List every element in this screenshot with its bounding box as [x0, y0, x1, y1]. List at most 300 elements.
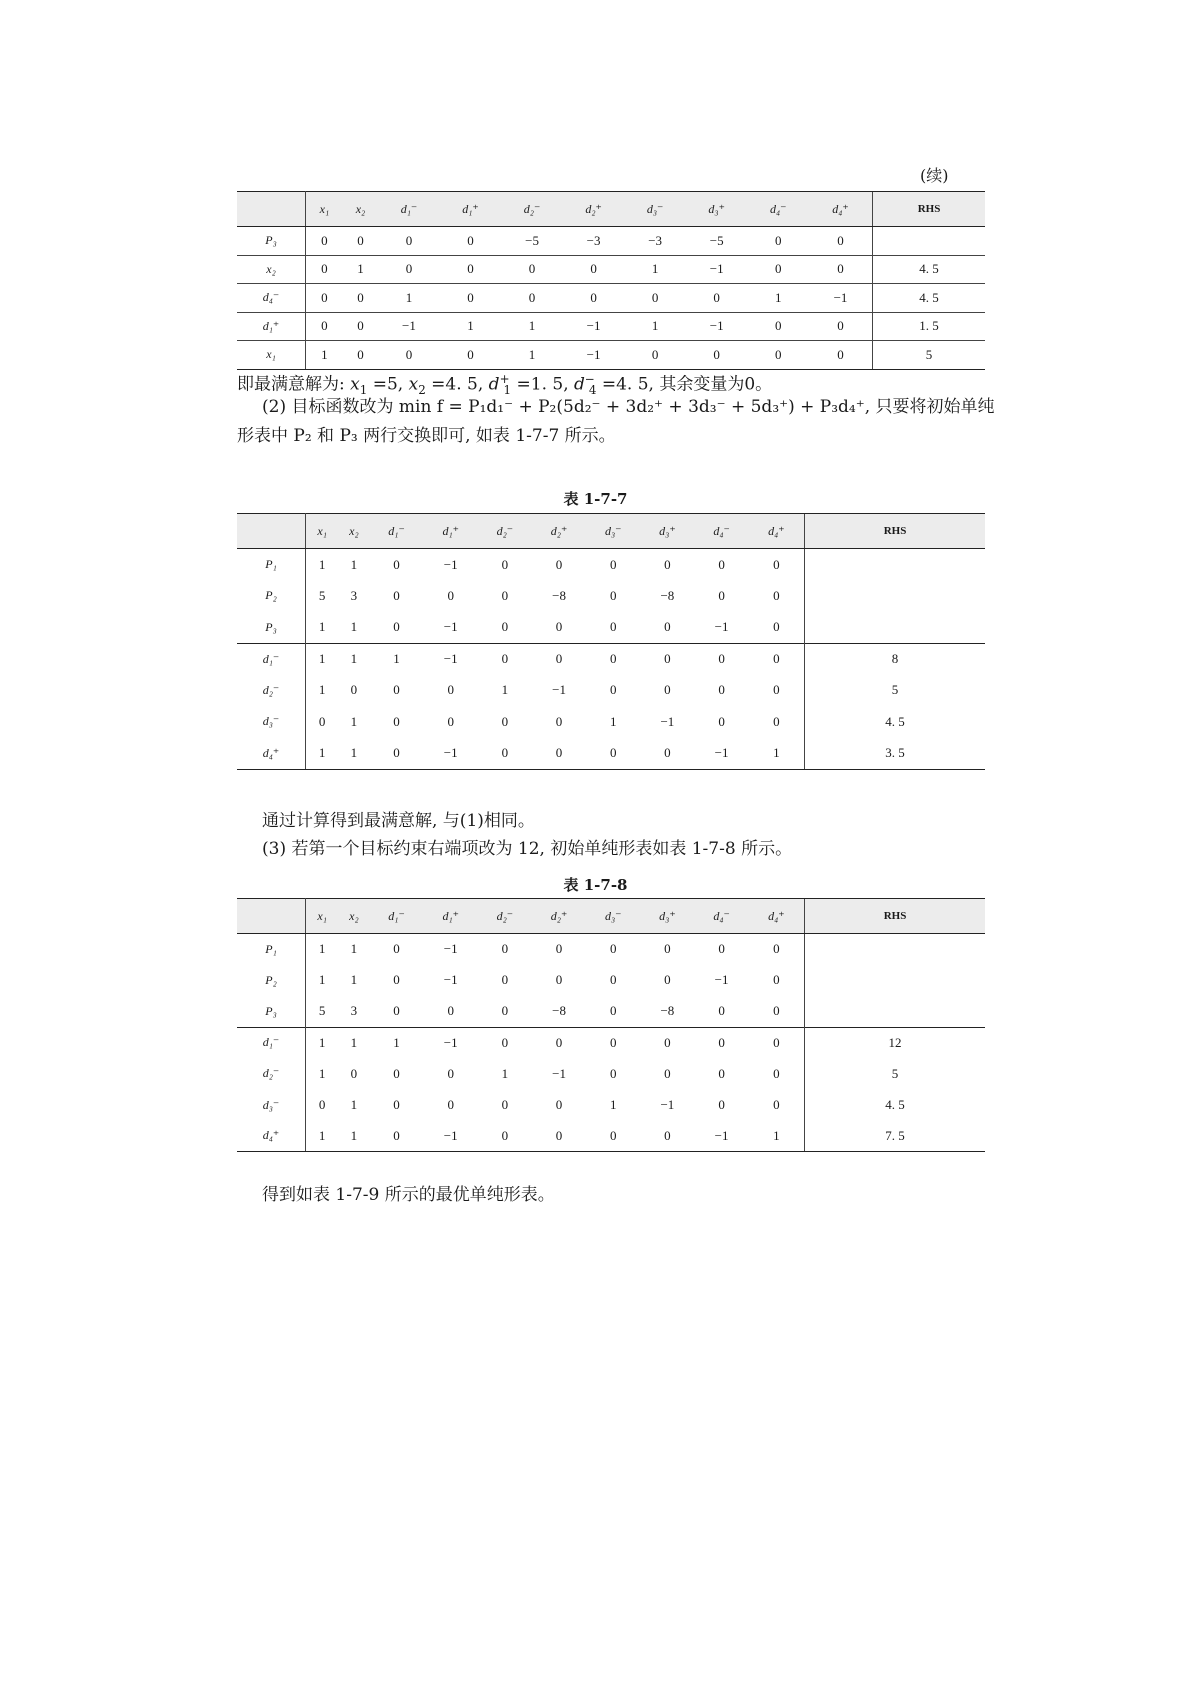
table-cell: 1 — [501, 312, 563, 341]
header-rhs: RHS — [805, 899, 986, 934]
table-cell: 0 — [773, 1097, 780, 1113]
table-cell: 0 — [393, 941, 400, 957]
table-cell: 0 — [563, 284, 625, 313]
table-cell: 1 — [747, 284, 809, 313]
table-cell: 0 — [749, 643, 805, 675]
table-cell: −1 — [424, 738, 478, 770]
table-cell: 0 — [393, 682, 400, 698]
header-var: d₄⁻ — [694, 899, 748, 934]
table-row — [237, 706, 985, 738]
table-cell: 1 — [369, 643, 423, 675]
table-cell: 1 — [440, 312, 502, 341]
header-row — [237, 514, 985, 549]
header-var: x₂ — [338, 899, 369, 934]
table-cell: 0 — [773, 587, 780, 603]
table-cell: 0 — [718, 941, 725, 957]
row-label: P₂ — [237, 580, 306, 612]
table-cell: 0 — [501, 556, 509, 572]
table-cell: 0 — [343, 227, 378, 256]
var-x2: x — [408, 374, 419, 395]
rhs-cell: 4. 5 — [805, 706, 986, 738]
header-var: d₁⁻ — [369, 899, 423, 934]
header-var: x₁ — [306, 514, 339, 549]
rhs-cell: 8 — [805, 643, 986, 675]
row-label: d₃⁻ — [237, 706, 306, 738]
table-cell: 0 — [378, 341, 440, 370]
table-cell: 0 — [586, 643, 640, 675]
table-row — [237, 284, 985, 313]
table-cell: 0 — [809, 312, 873, 341]
table-cell: −1 — [552, 682, 566, 698]
header-var: x₁ — [306, 899, 339, 934]
row-label: d₂⁻ — [237, 1058, 306, 1089]
rhs-cell: 5 — [805, 1058, 986, 1089]
paragraph-objective-line2: 形表中 P₂ 和 P₃ 两行交换即可, 如表 1-7-7 所示。 — [237, 426, 616, 446]
paragraph-rhs-change: (3) 若第一个目标约束右端项改为 12, 初始单纯形表如表 1-7-8 所示。 — [262, 839, 793, 859]
row-label: d₁⁻ — [237, 1027, 306, 1058]
table-cell: 0 — [343, 341, 378, 370]
table-cell: 0 — [686, 341, 748, 370]
table-cell: 0 — [694, 1027, 748, 1058]
table-cell: 0 — [718, 587, 725, 603]
table-cell: 1 — [318, 682, 326, 698]
table-cell: 0 — [306, 284, 343, 313]
table-cell: −1 — [660, 1097, 675, 1113]
header-var: d₃⁺ — [640, 514, 694, 549]
table-cell: 0 — [718, 1065, 725, 1081]
simplex-table-1-7-8 — [237, 898, 985, 1152]
table-cell: 0 — [773, 682, 780, 698]
rhs-cell: 12 — [805, 1027, 986, 1058]
row-label: d₄⁺ — [237, 738, 306, 770]
table-cell: −1 — [563, 341, 625, 370]
table-cell: 0 — [532, 643, 586, 675]
table-cell: 1 — [624, 255, 686, 284]
rhs-cell — [805, 580, 986, 612]
table-cell: 0 — [447, 587, 454, 603]
table-cell: 0 — [640, 1027, 694, 1058]
table-cell: 0 — [501, 1097, 509, 1113]
table-cell: 0 — [393, 1065, 400, 1081]
rhs-cell — [873, 227, 986, 256]
table-cell: −8 — [660, 587, 675, 603]
table-cell: 1 — [501, 682, 509, 698]
table-cell: −1 — [424, 1027, 478, 1058]
table-cell: 1 — [338, 643, 369, 675]
row-label: P₃ — [237, 227, 306, 256]
rhs-cell: 3. 5 — [805, 738, 986, 770]
table-cell: 0 — [532, 738, 586, 770]
table-cell: 0 — [609, 972, 617, 988]
header-row — [237, 899, 985, 934]
header-var: d₁⁺ — [440, 192, 502, 227]
table-cell: 1 — [749, 1121, 805, 1152]
table-cell: 0 — [640, 738, 694, 770]
table-cell: 0 — [378, 227, 440, 256]
paragraph-solution: 即最满意解为: $x_1 =5$, $x_2 =4$. 5, $d^+_1 =1$. 5, $d^-_4 =4$. 5, 其余变量为0。 — [237, 372, 773, 398]
rhs-cell — [805, 934, 986, 965]
table-cell: −8 — [660, 1003, 675, 1019]
table-cell: 1 — [609, 1097, 617, 1113]
table-cell: 1 — [501, 1065, 509, 1081]
table-cell: 1 — [501, 341, 563, 370]
header-var: d₃⁺ — [686, 192, 748, 227]
table-cell: 1 — [306, 1121, 339, 1152]
header-var: x₁ — [306, 192, 343, 227]
table-cell: −1 — [563, 312, 625, 341]
table-cell: 0 — [664, 972, 671, 988]
table-cell: 0 — [501, 587, 509, 603]
table-row — [237, 255, 985, 284]
table-cell: 1 — [609, 713, 617, 729]
table-cell: 0 — [343, 284, 378, 313]
header-var: d₂⁻ — [478, 899, 532, 934]
rhs-cell: 4. 5 — [873, 255, 986, 284]
table-cell: 0 — [501, 1003, 509, 1019]
header-var: d₃⁻ — [586, 899, 640, 934]
table-row — [237, 1027, 985, 1058]
rhs-cell — [805, 549, 986, 581]
rhs-cell: 1. 5 — [873, 312, 986, 341]
table-cell: 0 — [369, 738, 423, 770]
table-cell: 0 — [773, 713, 780, 729]
table-cell: 0 — [501, 941, 509, 957]
header-var: d₃⁺ — [640, 899, 694, 934]
table-cell: 0 — [640, 643, 694, 675]
table-cell: 0 — [749, 1027, 805, 1058]
rhs-cell: 7. 5 — [805, 1121, 986, 1152]
header-var: d₂⁺ — [563, 192, 625, 227]
table-cell: 0 — [501, 972, 509, 988]
table-cell: 0 — [609, 941, 617, 957]
table-cell: −3 — [563, 227, 625, 256]
header-var: x₂ — [338, 514, 369, 549]
table-row — [237, 1121, 985, 1152]
table-cell: 0 — [350, 682, 358, 698]
table-cell: 0 — [586, 1027, 640, 1058]
row-label: x₁ — [237, 341, 306, 370]
header-var: d₂⁺ — [532, 514, 586, 549]
table-cell: 0 — [809, 341, 873, 370]
rhs-cell — [805, 996, 986, 1027]
table-cell: 1 — [749, 738, 805, 770]
table-cell: 0 — [718, 713, 725, 729]
table-cell: 0 — [586, 1121, 640, 1152]
header-var: x₂ — [343, 192, 378, 227]
table-cell: 1 — [306, 341, 343, 370]
header-row — [237, 192, 985, 227]
row-label: d₃⁻ — [237, 1089, 306, 1120]
table-cell: 0 — [563, 255, 625, 284]
table-cell: 0 — [501, 713, 509, 729]
table-cell: 0 — [501, 255, 563, 284]
header-var: d₃⁻ — [624, 192, 686, 227]
table-cell: 0 — [501, 284, 563, 313]
table-cell: −1 — [443, 619, 458, 634]
table-cell: 0 — [318, 713, 326, 729]
table-cell: 0 — [694, 643, 748, 675]
table-cell: 0 — [747, 312, 809, 341]
header-var: d₄⁻ — [694, 514, 748, 549]
header-var: d₂⁺ — [532, 899, 586, 934]
table-cell: 1 — [350, 619, 358, 634]
table-cell: 0 — [555, 619, 563, 634]
table-cell: 1 — [318, 941, 326, 957]
table-cell: −1 — [694, 738, 748, 770]
table-cell: 0 — [747, 227, 809, 256]
table-cell: 0 — [664, 1065, 671, 1081]
table-caption-1-7-8: 表 1-7-8 — [563, 876, 628, 894]
table-cell: 1 — [306, 738, 339, 770]
table-cell: 1 — [306, 643, 339, 675]
table-cell: 0 — [664, 556, 671, 572]
var-d1-plus: d — [488, 374, 500, 395]
solution-intro: 即最满意解为: — [237, 374, 351, 395]
table-cell: −3 — [624, 227, 686, 256]
table-cell: 1 — [338, 1121, 369, 1152]
table-cell: −1 — [378, 312, 440, 341]
val-x1: =5, — [367, 374, 409, 395]
table-cell: 0 — [447, 682, 454, 698]
table-row — [237, 312, 985, 341]
table-cell: 0 — [718, 682, 725, 698]
table-cell: 0 — [609, 587, 617, 603]
table-cell: 0 — [609, 1065, 617, 1081]
table-cell: 1 — [378, 284, 440, 313]
table-cell: 0 — [609, 682, 617, 698]
table-row — [237, 675, 985, 707]
table-cell: 0 — [773, 972, 780, 988]
rhs-cell: 5 — [873, 341, 986, 370]
table-row — [237, 549, 985, 581]
row-label: P₂ — [237, 965, 306, 996]
table-cell: 5 — [318, 587, 326, 603]
header-var: d₄⁺ — [749, 899, 805, 934]
table-cell: 0 — [350, 1065, 358, 1081]
table-cell: 0 — [773, 1003, 780, 1019]
row-label: P₃ — [237, 996, 306, 1027]
table-cell: 0 — [393, 587, 400, 603]
header-var: d₁⁻ — [378, 192, 440, 227]
table-cell: 1 — [318, 1065, 326, 1081]
table-cell: −1 — [809, 284, 873, 313]
simplex-table-continued — [237, 191, 985, 370]
table-cell: 0 — [809, 227, 873, 256]
table-row — [237, 612, 985, 644]
table-cell: 0 — [369, 1121, 423, 1152]
table-cell: −1 — [552, 1065, 566, 1081]
paragraph-objective-line1: (2) 目标函数改为 min f = P₁d₁⁻ + P₂(5d₂⁻ + 3d₂⁺ + 3d₃⁻ + 5d₃⁺) + P₃d₄⁺, 只要将初始单纯 — [262, 397, 995, 417]
table-cell: 0 — [440, 227, 502, 256]
table-cell: −1 — [714, 972, 729, 988]
table-cell: 0 — [393, 972, 400, 988]
table-cell: 0 — [586, 738, 640, 770]
rhs-cell — [805, 612, 986, 644]
table-cell: −1 — [686, 312, 748, 341]
table-cell: 0 — [532, 1027, 586, 1058]
table-cell: −1 — [424, 1121, 478, 1152]
table-cell: 0 — [555, 941, 563, 957]
header-corner — [237, 514, 306, 549]
table-cell: 0 — [664, 682, 671, 698]
table-cell: 0 — [747, 255, 809, 284]
table-cell: −1 — [443, 972, 458, 988]
header-var: d₄⁺ — [809, 192, 873, 227]
table-cell: 0 — [773, 1065, 780, 1081]
table-cell: −1 — [443, 556, 458, 572]
table-cell: 1 — [350, 941, 358, 957]
rhs-cell: 5 — [805, 675, 986, 707]
table-cell: 1 — [350, 556, 358, 572]
table-cell: 1 — [343, 255, 378, 284]
table-cell: 0 — [501, 619, 509, 634]
table-cell: −1 — [686, 255, 748, 284]
rhs-cell — [805, 965, 986, 996]
table-row — [237, 1089, 985, 1120]
table-cell: 0 — [609, 556, 617, 572]
table-cell: 1 — [338, 738, 369, 770]
row-label: P₁ — [237, 549, 306, 581]
rhs-cell: 4. 5 — [873, 284, 986, 313]
table-cell: −5 — [686, 227, 748, 256]
table-cell: 0 — [664, 619, 671, 634]
table-cell: 0 — [440, 284, 502, 313]
table-cell: 0 — [555, 713, 563, 729]
table-cell: −1 — [424, 643, 478, 675]
table-row — [237, 965, 985, 996]
table-cell: 0 — [809, 255, 873, 284]
table-row — [237, 643, 985, 675]
table-cell: −1 — [714, 619, 729, 634]
table-cell: 0 — [773, 619, 780, 634]
row-label: d₄⁺ — [237, 1121, 306, 1152]
val-d4-minus: =4. 5, 其余变量为0。 — [596, 374, 773, 395]
val-d1-plus: =1. 5, — [511, 374, 575, 395]
header-var: d₁⁺ — [424, 899, 478, 934]
table-caption-1-7-7: 表 1-7-7 — [563, 490, 628, 508]
table-cell: 0 — [447, 1097, 454, 1113]
table-cell: 1 — [624, 312, 686, 341]
row-label: d₁⁺ — [237, 312, 306, 341]
table-cell: 0 — [718, 556, 725, 572]
table-cell: 0 — [393, 1003, 400, 1019]
rhs-cell: 4. 5 — [805, 1089, 986, 1120]
table-cell: 0 — [747, 341, 809, 370]
continued-label: (续) — [920, 166, 949, 185]
row-label: x₂ — [237, 255, 306, 284]
table-cell: 0 — [609, 619, 617, 634]
table-cell: 3 — [350, 587, 358, 603]
table-cell: 0 — [318, 1097, 326, 1113]
simplex-table-1-7-7 — [237, 513, 985, 770]
header-var: d₄⁺ — [749, 514, 805, 549]
table-cell: 0 — [478, 1027, 532, 1058]
table-cell: 0 — [478, 738, 532, 770]
table-cell: 0 — [440, 255, 502, 284]
table-cell: 0 — [447, 713, 454, 729]
table-cell: 1 — [306, 1027, 339, 1058]
header-corner — [237, 899, 306, 934]
header-var: d₄⁻ — [747, 192, 809, 227]
table-row — [237, 1058, 985, 1089]
header-rhs: RHS — [873, 192, 986, 227]
table-row — [237, 580, 985, 612]
table-cell: 5 — [318, 1003, 326, 1019]
table-cell: 1 — [350, 1097, 358, 1113]
table-cell: 1 — [338, 1027, 369, 1058]
table-cell: 0 — [555, 556, 563, 572]
table-cell: 0 — [478, 643, 532, 675]
table-cell: 1 — [350, 972, 358, 988]
val-x2: =4. 5, — [425, 374, 489, 395]
table-cell: 0 — [343, 312, 378, 341]
header-var: d₂⁻ — [501, 192, 563, 227]
table-cell: 3 — [350, 1003, 358, 1019]
table-cell: 0 — [306, 312, 343, 341]
table-cell: 1 — [318, 619, 326, 634]
table-cell: 0 — [773, 556, 780, 572]
table-cell: 0 — [478, 1121, 532, 1152]
table-cell: 0 — [686, 284, 748, 313]
paragraph-optimal: 得到如表 1-7-9 所示的最优单纯形表。 — [262, 1185, 555, 1205]
table-cell: 0 — [393, 713, 400, 729]
table-cell: 0 — [447, 1065, 454, 1081]
header-var: d₁⁺ — [424, 514, 478, 549]
row-label: d₁⁻ — [237, 643, 306, 675]
row-label: d₂⁻ — [237, 675, 306, 707]
table-cell: 0 — [306, 255, 343, 284]
table-cell: 0 — [378, 255, 440, 284]
table-cell: −1 — [660, 713, 675, 729]
table-cell: 1 — [318, 556, 326, 572]
table-cell: 0 — [532, 1121, 586, 1152]
table-cell: 1 — [350, 713, 358, 729]
table-cell: 1 — [369, 1027, 423, 1058]
table-cell: −8 — [552, 587, 566, 603]
row-label: P₁ — [237, 934, 306, 965]
table-cell: 0 — [640, 1121, 694, 1152]
table-cell: 0 — [555, 972, 563, 988]
table-cell: 0 — [624, 341, 686, 370]
table-cell: 0 — [440, 341, 502, 370]
row-label: P₃ — [237, 612, 306, 644]
table-cell: 0 — [306, 227, 343, 256]
table-cell: 0 — [393, 556, 400, 572]
table-cell: 0 — [447, 1003, 454, 1019]
table-row — [237, 934, 985, 965]
table-row — [237, 996, 985, 1027]
table-cell: 0 — [624, 284, 686, 313]
table-cell: 0 — [664, 941, 671, 957]
header-var: d₁⁻ — [369, 514, 423, 549]
table-cell: −5 — [501, 227, 563, 256]
row-label: d₄⁻ — [237, 284, 306, 313]
var-x1: x — [350, 374, 360, 395]
var-d4-minus: d — [574, 374, 585, 395]
table-cell: 0 — [773, 941, 780, 957]
table-cell: 0 — [393, 619, 400, 634]
table-row — [237, 738, 985, 770]
header-var: d₂⁻ — [478, 514, 532, 549]
header-corner — [237, 192, 306, 227]
paragraph-result: 通过计算得到最满意解, 与(1)相同。 — [262, 811, 535, 831]
table-cell: −1 — [694, 1121, 748, 1152]
table-cell: 0 — [718, 1097, 725, 1113]
table-cell: 1 — [318, 972, 326, 988]
table-cell: 0 — [393, 1097, 400, 1113]
table-cell: 0 — [718, 1003, 725, 1019]
table-cell: 0 — [609, 1003, 617, 1019]
